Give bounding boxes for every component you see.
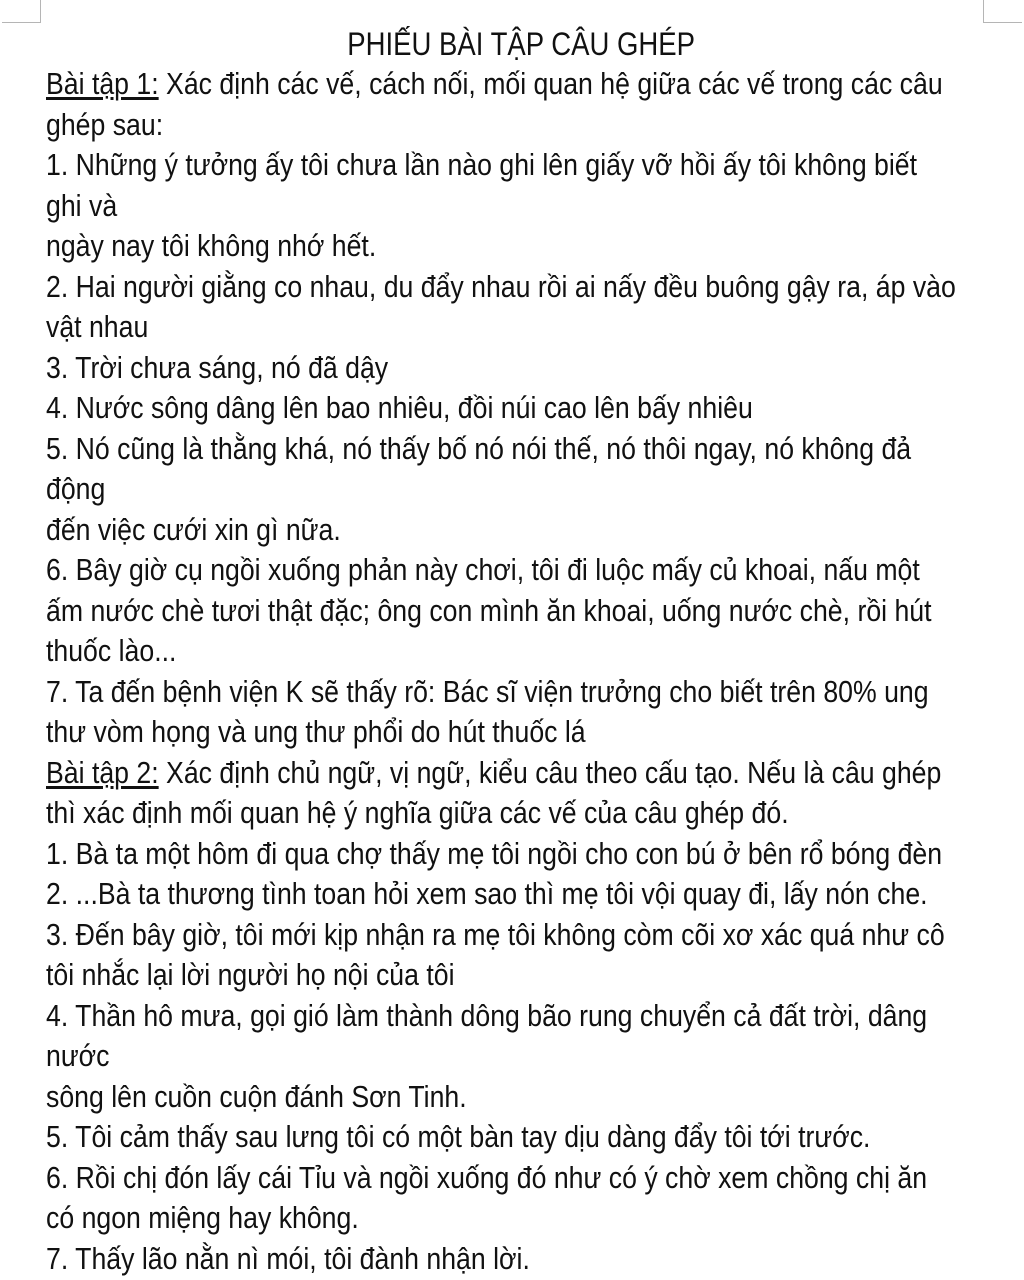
exercise-1-line: 5. Nó cũng là thằng khá, nó thấy bố nó nói thế, nó thôi ngay, nó không đả: [46, 430, 912, 466]
exercise-2-line: 3. Đến bây giờ, tôi mới kịp nhận ra mẹ tôi không còm cõi xơ xác quá như cô: [46, 916, 945, 952]
exercise-1-line: 4. Nước sông dâng lên bao nhiêu, đồi núi cao lên bấy nhiêu: [46, 390, 753, 425]
exercise-1-line: 6. Bây giờ cụ ngồi xuống phản này chơi, tôi đi luộc mấy củ khoai, nấu một: [46, 552, 920, 587]
exercise-1-prompt: [46, 64, 986, 105]
exercise-1-line: 3. Trời chưa sáng, nó đã dậy: [46, 349, 389, 385]
exercise-2-heading: Bài tập 2:: [46, 754, 159, 790]
exercise-1-prompt-cont: ghép sau:: [46, 106, 164, 142]
crop-mark-top-left: [2, 0, 41, 23]
exercise-1-line: động: [46, 471, 106, 506]
exercise-1-line: 7. Ta đến bệnh viện K sẽ thấy rõ: Bác sĩ viện trưởng cho biết trên 80% ung: [46, 673, 929, 709]
exercise-2-line: 1. Bà ta một hôm đi qua chợ thấy mẹ tôi ngồi cho con bú ở bên rổ bóng đèn: [46, 835, 943, 871]
exercise-1-prompt-text: Xác định các vế, cách nối, mối quan hệ giữa các vế trong các câu: [158, 66, 943, 101]
exercise-2-line: nước: [46, 1038, 110, 1073]
exercise-1-line: vật nhau: [46, 309, 149, 344]
crop-mark-top-right: [983, 0, 1022, 23]
document-body: [46, 24, 956, 1279]
exercise-1-line: thư vòm họng và ung thư phổi do hút thuốc lá: [46, 714, 586, 749]
exercise-2-line: 2. ...Bà ta thương tình toan hỏi xem sao thì mẹ tôi vội quay đi, lấy nón che.: [46, 876, 928, 911]
exercise-1-line: ngày nay tôi không nhớ hết.: [46, 228, 377, 263]
exercise-2-line: 5. Tôi cảm thấy sau lưng tôi có một bàn tay dịu dàng đẩy tôi tới trước.: [46, 1119, 871, 1154]
exercise-1-heading: Bài tập 1:: [46, 66, 159, 101]
exercise-2-line: 7. Thấy lão nằn nì mói, tôi đành nhận lời.: [46, 1240, 530, 1276]
exercise-2-line: có ngon miệng hay không.: [46, 1200, 359, 1235]
exercise-2-prompt-cont: thì xác định mối quan hệ ý nghĩa giữa các vế của câu ghép đó.: [46, 795, 789, 830]
exercise-2-line: tôi nhắc lại lời người họ nội của tôi: [46, 957, 455, 992]
exercise-1-line: đến việc cưới xin gì nữa.: [46, 511, 341, 547]
exercise-1-line: 2. Hai người giằng co nhau, du đẩy nhau rồi ai nấy đều buông gậy ra, áp vào: [46, 268, 956, 304]
page-title: PHIẾU BÀI TẬP CÂU GHÉP: [347, 26, 695, 62]
exercise-2-line: 4. Thần hô mưa, gọi gió làm thành dông bão rung chuyển cả đất trời, dâng: [46, 997, 928, 1033]
exercise-2-prompt-text: Xác định chủ ngữ, vị ngữ, kiểu câu theo cấu tạo. Nếu là câu ghép: [158, 754, 942, 790]
exercise-2-line: 6. Rồi chị đón lấy cái Tỉu và ngồi xuống đó như có ý chờ xem chồng chị ăn: [46, 1159, 928, 1195]
exercise-1-line: ấm nước chè tươi thật đặc; ông con mình ăn khoai, uống nước chè, rồi hút: [46, 592, 932, 628]
exercise-1-line: thuốc lào...: [46, 633, 177, 668]
exercise-1-line: ghi và: [46, 187, 118, 223]
exercise-2-prompt: [46, 753, 986, 794]
exercise-1-line: 1. Những ý tưởng ấy tôi chưa lần nào ghi lên giấy vỡ hồi ấy tôi không biết: [46, 147, 918, 182]
exercise-2-line: sông lên cuồn cuộn đánh Sơn Tinh.: [46, 1078, 467, 1114]
